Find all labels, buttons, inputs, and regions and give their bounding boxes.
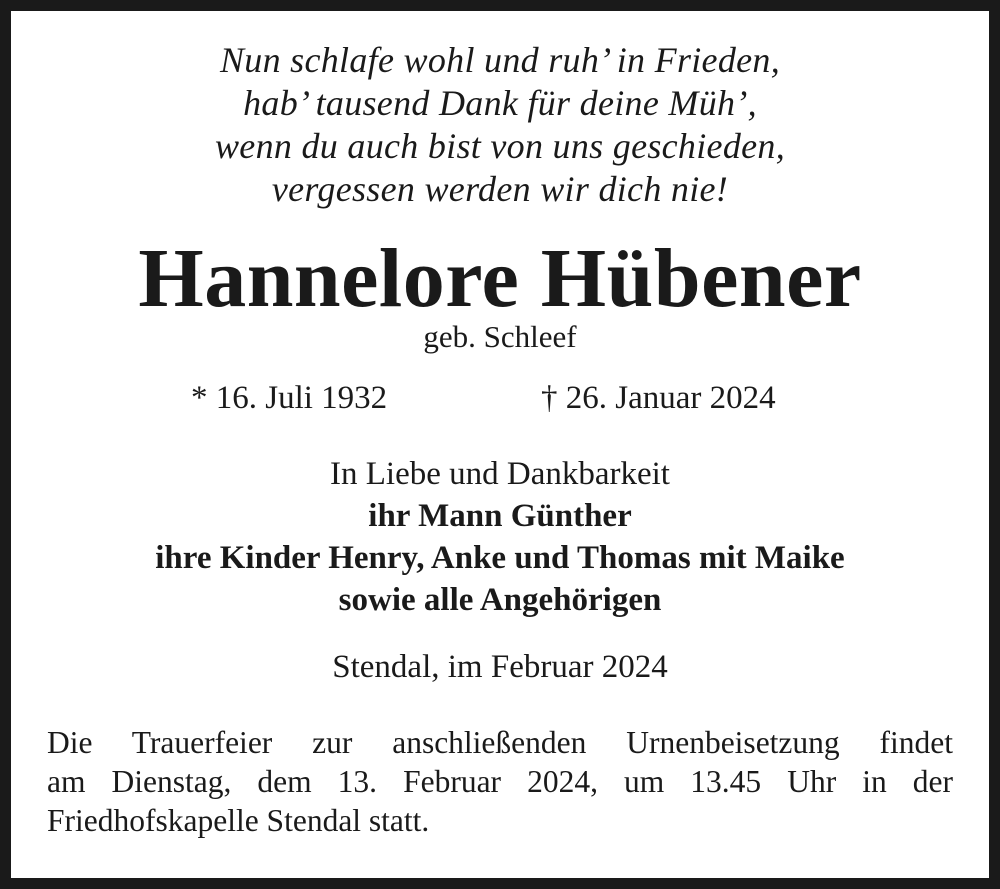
death-date: † 26. Januar 2024 bbox=[541, 380, 776, 416]
poem-line-3: wenn du auch bist von uns geschieden, bbox=[215, 126, 785, 166]
maiden-name: geb. Schleef bbox=[423, 319, 577, 354]
birth-date: * 16. Juli 1932 bbox=[191, 380, 388, 416]
funeral-info-line-3: Friedhofskapelle Stendal statt. bbox=[47, 803, 430, 838]
mourner-line-3: sowie alle Angehörigen bbox=[338, 582, 662, 618]
deceased-name: Hannelore Hübener bbox=[138, 232, 862, 325]
funeral-info bbox=[47, 723, 953, 840]
mourner-line-2: ihre Kinder Henry, Anke und Thomas mit Maike bbox=[155, 540, 845, 576]
funeral-info-line-1: Die Trauerfeier zur anschließenden Urnenbeisetzung findet bbox=[47, 725, 953, 760]
funeral-info-line-2: am Dienstag, dem 13. Februar 2024, um 13.45 Uhr in der bbox=[47, 764, 953, 799]
poem-line-2: hab’ tausend Dank für deine Müh’, bbox=[243, 83, 757, 123]
place-and-date: Stendal, im Februar 2024 bbox=[332, 649, 668, 685]
poem-line-4: vergessen werden wir dich nie! bbox=[271, 169, 729, 209]
mourner-line-1: ihr Mann Günther bbox=[368, 498, 632, 534]
poem-line-1: Nun schlafe wohl und ruh’ in Frieden, bbox=[219, 40, 781, 80]
mourners-intro: In Liebe und Dankbarkeit bbox=[330, 456, 670, 492]
